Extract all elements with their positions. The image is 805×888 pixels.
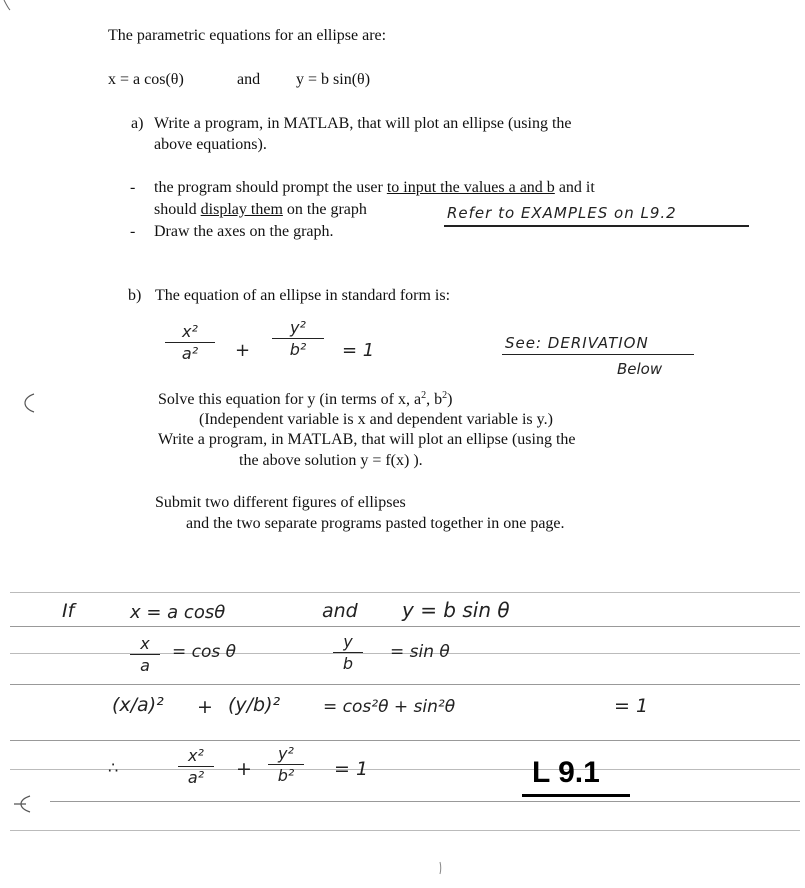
ruled-line: [10, 626, 800, 627]
deriv-final-x: x² a²: [178, 746, 214, 787]
deriv-equals-one: = 1: [614, 695, 649, 717]
deriv-y-over-b-squared: (y/b)²: [228, 694, 281, 716]
bullet1-line2: should display them on the graph: [154, 201, 367, 218]
above-solution-text: the above solution y = f(x) ).: [239, 452, 423, 469]
display-them-link: display them: [200, 201, 283, 218]
lesson-tag-underline: [522, 794, 630, 797]
ruled-line: [50, 801, 800, 802]
independent-variable-text: (Independent variable is x and dependent variable is y.): [199, 411, 553, 428]
ruled-line: [10, 592, 800, 593]
eq-fraction-y: y² b²: [272, 318, 324, 359]
deriv-final-y: y² b²: [268, 744, 304, 785]
lesson-tag: L 9.1: [532, 756, 600, 789]
note-underline: [444, 225, 749, 227]
see-underline: [502, 354, 694, 355]
part-a-line2: above equations).: [154, 136, 267, 153]
deriv-x-over-a-squared: (x/a)²: [112, 694, 164, 716]
ruled-line: [10, 769, 800, 770]
see-below: Below: [617, 360, 663, 378]
deriv-x-eq: x = a cosθ: [130, 602, 226, 623]
submit-line1: Submit two different figures of ellipses: [155, 494, 406, 511]
solve-text: Solve this equation for y (in terms of x, $a^2$, $b^2$): [158, 390, 453, 408]
eq-plus: +: [235, 340, 251, 361]
deriv-y-eq: y = b sin θ: [402, 598, 510, 622]
y-equation: y = b sin(θ): [296, 71, 371, 88]
ruled-line: [10, 740, 800, 741]
bullet2-text: Draw the axes on the graph.: [154, 223, 334, 240]
deriv-final-plus: +: [236, 758, 252, 780]
part-b-label: b): [128, 287, 142, 304]
ruled-line: [10, 830, 800, 831]
deriv-x-over-a: x a: [130, 634, 160, 675]
deriv-and: and: [322, 600, 358, 622]
x-equation: x = a cos(θ): [108, 71, 184, 88]
deriv-cos: = cos θ: [172, 642, 237, 662]
part-a-label: a): [131, 115, 144, 132]
bullet1-line1: the program should prompt the user to input the values a and b and it: [154, 179, 595, 196]
input-values-link: to input the values a and b: [386, 179, 555, 196]
deriv-sin: = sin θ: [390, 642, 450, 662]
intro-text: The parametric equations for an ellipse are:: [108, 27, 387, 44]
write-program-text: Write a program, in MATLAB, that will plot an ellipse (using the: [158, 431, 576, 448]
deriv-trig-identity: = cos²θ + sin²θ: [323, 697, 456, 717]
part-b-line1: The equation of an ellipse in standard form is:: [155, 287, 451, 304]
part-a-line1: Write a program, in MATLAB, that will plot an ellipse (using the: [154, 115, 572, 132]
deriv-if: If: [62, 600, 75, 622]
bullet-dash: -: [130, 179, 136, 196]
deriv-y-over-b: y b: [333, 632, 363, 673]
handwritten-note-refer: Refer to EXAMPLES on L9.2: [447, 204, 677, 222]
deriv-row3-plus: +: [197, 696, 213, 718]
therefore-symbol: ∴: [108, 758, 119, 777]
eq-equals-one: = 1: [342, 340, 375, 361]
bullet-dash: -: [130, 223, 136, 240]
deriv-final-equals: = 1: [334, 758, 369, 780]
see-derivation: See: DERIVATION: [505, 334, 649, 352]
ruled-line: [10, 684, 800, 685]
submit-line2: and the two separate programs pasted together in one page.: [186, 515, 565, 532]
eq-fraction-x: x² a²: [165, 322, 215, 363]
and-text: and: [237, 71, 261, 88]
